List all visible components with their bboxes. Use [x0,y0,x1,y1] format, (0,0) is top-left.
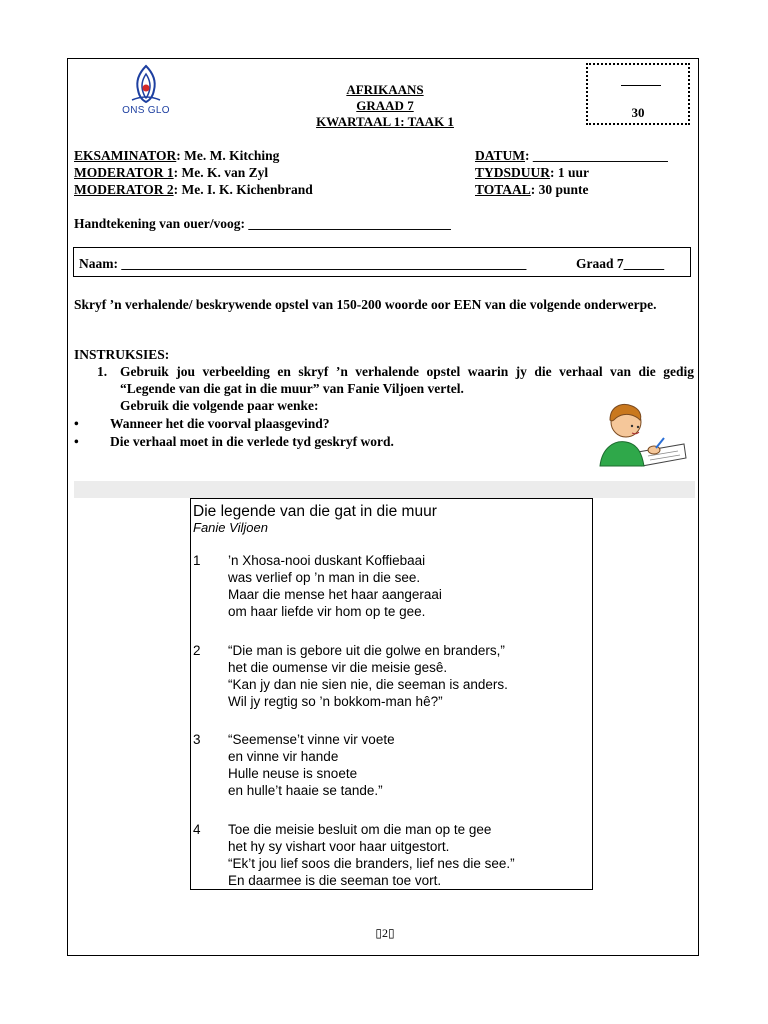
poem-line: het hy sy vishart voor haar uitgestort. [228,839,450,854]
page-bracket-right: ▯ [388,926,395,940]
stanza-number: 1 [193,553,201,568]
flame-icon [108,60,184,106]
total-value: : 30 punte [530,182,589,197]
poem-line: En daarmee is die seeman toe vort. [228,873,442,888]
examiner-value: : Me. M. Kitching [176,148,280,163]
hints-intro: Gebruik die volgende paar wenke: [120,398,319,413]
examiner-row [74,147,279,164]
bullet-icon: • [74,434,79,449]
date-label: DATUM [475,148,525,163]
duration-value: : 1 uur [550,165,590,180]
moderator1-row [74,164,268,181]
subject-title: AFRIKAANS [346,82,424,97]
poem-line: “Ek’t jou lief soos die branders, lief nes die see.” [228,856,515,871]
moderator2-value: : Me. I. K. Kichenbrand [173,182,313,197]
stanza-lines [228,731,395,799]
total-row [475,181,589,198]
examiner-label: EKSAMINATOR [74,148,177,163]
bullet-icon: • [74,416,79,431]
name-box [73,247,691,277]
poem-box [190,498,593,890]
page-bracket-left: ▯ [375,926,382,940]
poem-line: “Die man is gebore uit die golwe en branders,” [228,643,505,658]
name-field: Naam: ____________________________________________________________ [79,256,527,271]
poem-line: en hulle’t haaie se tande.” [228,783,383,798]
stanza-number: 3 [193,732,201,747]
section-divider [74,481,695,498]
stanza-lines [228,642,508,710]
intro-text: Skryf ’n verhalende/ beskrywende opstel van 150-200 woorde oor EEN van die volgende onderwerpe. [74,297,657,312]
bullet-item: Wanneer het die voorval plaasgevind? [110,416,330,431]
instruction-text: Gebruik jou verbeelding en skryf ’n verhalende opstel waarin jy die verhaal van die gedig “Legende van die gat in die muur” van Fanie Viljoen vertel. [120,364,694,396]
grade-field: Graad 7______ [576,256,665,271]
moderator1-label: MODERATOR 1 [74,165,174,180]
score-total: 30 [631,105,645,120]
page-number-value: 2 [382,926,388,940]
poem-line: Wil jy regtig so ’n bokkom-man hê?” [228,694,443,709]
poem-title: Die legende van die gat in die muur [193,503,437,520]
stanza-number: 4 [193,822,201,837]
poem-line: Hulle neuse is snoete [228,766,358,781]
term-title: KWARTAAL 1: TAAK 1 [316,114,454,129]
moderator2-label: MODERATOR 2 [74,182,174,197]
score-box [586,63,690,125]
poem-line: om haar liefde vir hom op te gee. [228,604,426,619]
writing-child-icon [596,400,688,468]
date-row [475,147,668,164]
poem-author: Fanie Viljoen [193,520,268,535]
grade-title: GRAAD 7 [356,98,414,113]
instructions-heading: INSTRUKSIES: [74,347,170,362]
stanza-lines [228,821,515,889]
stanza-lines [228,552,442,620]
poem-line: en vinne vir hande [228,749,339,764]
duration-label: TYDSDUUR [475,165,551,180]
poem-line: ’n Xhosa-nooi duskant Koffiebaai [228,553,426,568]
score-blank [621,85,661,86]
moderator1-value: : Me. K. van Zyl [173,165,269,180]
poem-line: het die oumense vir die meisie gesê. [228,660,448,675]
poem-line: “Kan jy dan nie sien nie, die seeman is anders. [228,677,508,692]
signature-line: Handtekening van ouer/voog: ______________________________ [74,216,451,231]
bullet-item: Die verhaal moet in die verlede tyd geskryf word. [110,434,394,449]
moderator2-row [74,181,313,198]
date-value: : ____________________ [525,148,668,163]
total-label: TOTAAL [475,182,531,197]
school-logo [108,60,184,132]
poem-line: Toe die meisie besluit om die man op te gee [228,822,492,837]
stanza-number: 2 [193,643,201,658]
poem-line: “Seemense’t vinne vir voete [228,732,395,747]
logo-text: ONS GLO [122,105,170,116]
poem-line: was verlief op ’n man in die see. [228,570,421,585]
poem-line: Maar die mense het haar aangeraai [228,587,442,602]
duration-row [475,164,589,181]
instruction-number: 1. [97,364,108,379]
page-number [360,926,410,941]
